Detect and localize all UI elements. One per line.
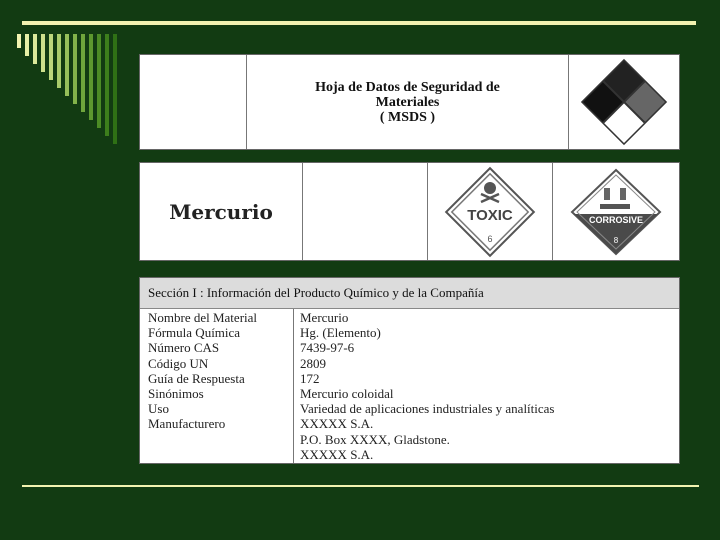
nfpa-diamond-icon	[578, 56, 670, 148]
field-label: Nombre del Material	[148, 310, 258, 325]
corrosive-label-cell	[553, 163, 679, 260]
striped-bullet-decoration	[17, 34, 121, 149]
field-value: 2809	[300, 355, 326, 371]
document-title	[247, 55, 569, 149]
field-label: Manufacturero	[148, 416, 226, 432]
field-label: Uso	[148, 401, 169, 417]
corrosive-label-text: CORROSIVE	[588, 214, 644, 225]
section-title: Sección I : Información del Producto Químico y de la Compañía	[140, 278, 679, 309]
empty-cell	[303, 163, 428, 260]
field-value: 172	[300, 370, 320, 386]
toxic-label-cell	[428, 163, 553, 260]
toxic-class-number: 6	[487, 233, 493, 244]
top-decorative-bar	[22, 21, 696, 25]
title-line-2: Materiales	[375, 94, 440, 110]
field-labels	[140, 309, 294, 463]
field-values	[294, 309, 679, 463]
corrosive-icon	[564, 164, 668, 260]
field-label: Número CAS	[148, 340, 220, 356]
field-label: Guía de Respuesta	[148, 370, 245, 386]
skull-crossbones-icon	[442, 164, 538, 260]
title-line-3: ( MSDS )	[379, 109, 436, 125]
field-label: Código UN	[148, 355, 209, 371]
section-product-info	[139, 277, 680, 464]
material-row	[139, 162, 680, 261]
section-body	[140, 309, 679, 463]
field-label: Sinónimos	[148, 386, 204, 402]
field-value: XXXXX S.A.	[300, 416, 374, 432]
logo-cell	[140, 55, 247, 149]
field-value: Hg. (Elemento)	[300, 325, 381, 341]
material-name: Mercurio	[140, 163, 303, 260]
field-value-extra: XXXXX S.A.	[300, 446, 374, 462]
msds-header	[139, 54, 680, 150]
field-value: 7439-97-6	[300, 340, 355, 356]
field-value-extra: P.O. Box XXXX, Gladstone.	[300, 431, 450, 447]
toxic-label-text: TOXIC	[467, 206, 513, 224]
title-line-1: Hoja de Datos de Seguridad de	[315, 79, 500, 95]
field-label: Fórmula Química	[148, 325, 241, 341]
bottom-decorative-bar	[22, 485, 699, 487]
field-value: Variedad de aplicaciones industriales y analíticas	[300, 401, 555, 417]
field-value: Mercurio	[300, 310, 349, 325]
corrosive-class-number: 8	[613, 235, 619, 245]
field-value: Mercurio coloidal	[300, 386, 394, 402]
hazard-diamond-cell	[569, 55, 679, 149]
